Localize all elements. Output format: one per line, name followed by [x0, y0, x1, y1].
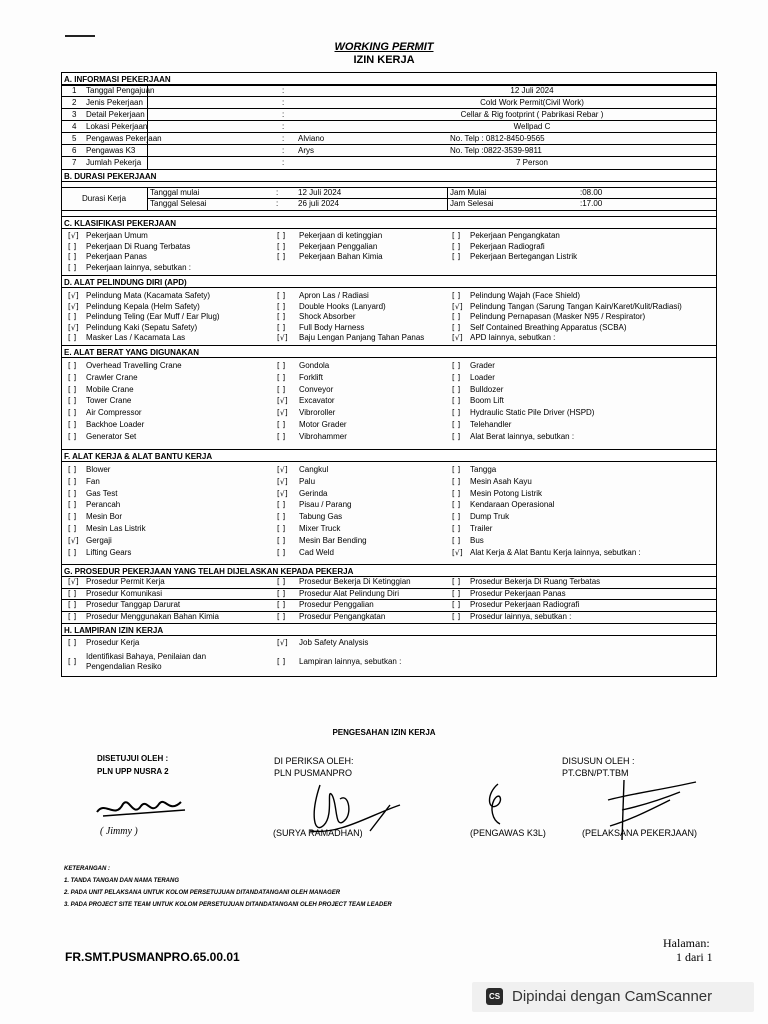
checkbox[interactable]: [√]	[452, 301, 463, 311]
row-number: 2	[72, 98, 77, 107]
option-label: Pelindung Mata (Kacamata Safety)	[86, 291, 211, 300]
field-label: Jumlah Pekerja	[86, 158, 142, 167]
option-row	[62, 536, 716, 548]
checkbox[interactable]: [ ]	[277, 291, 286, 300]
checkbox[interactable]: [ ]	[68, 384, 77, 394]
checkbox[interactable]: [ ]	[68, 408, 77, 418]
checkbox[interactable]: [√]	[277, 465, 288, 474]
checkbox[interactable]: [ ]	[68, 611, 77, 621]
field-value: No. Telp :0822-3539-9811	[450, 146, 542, 155]
notes-title: KETERANGAN :	[64, 866, 110, 872]
option-label: Pelindung Pernapasan (Masker N95 / Respirator)	[470, 312, 646, 321]
row-number: 7	[72, 158, 77, 167]
checkbox[interactable]: [ ]	[277, 577, 286, 586]
checkbox[interactable]: [ ]	[277, 547, 286, 557]
checkbox[interactable]: [ ]	[68, 372, 77, 382]
section-c-title: C. KLASIFIKASI PEKERJAAN	[62, 217, 716, 229]
checkbox[interactable]: [ ]	[68, 312, 77, 321]
option-label: Mesin Asah Kayu	[470, 476, 532, 486]
start-date-label: Tanggal mulai	[150, 188, 200, 197]
checkbox[interactable]: [ ]	[68, 588, 77, 598]
option-label: Pelindung Kepala (Helm Safety)	[86, 301, 200, 311]
field-value: Cellar & Rig footprint ( Pabrikasi Rebar )	[460, 110, 604, 119]
checkbox[interactable]: [ ]	[68, 657, 77, 666]
checkbox[interactable]: [ ]	[277, 657, 286, 666]
option-row	[62, 323, 716, 334]
option-label: Pisau / Parang	[299, 500, 352, 510]
checkbox[interactable]: [ ]	[68, 361, 77, 370]
field-value: No. Telp : 0812-8450-9565	[450, 134, 545, 143]
signature-surya	[290, 775, 410, 855]
checkbox[interactable]: [√]	[277, 638, 288, 647]
option-label: Telehandler	[470, 419, 512, 429]
option-label: Prosedur Tanggap Darurat	[86, 600, 181, 609]
field-label: Jenis Pekerjaan	[86, 98, 143, 107]
option-label: Mixer Truck	[299, 523, 341, 533]
option-label: Tabung Gas	[299, 512, 343, 522]
checkbox[interactable]: [ ]	[68, 333, 77, 342]
start-time-label: Jam Mulai	[450, 188, 487, 197]
checkbox[interactable]: [ ]	[452, 322, 461, 332]
separator: :	[282, 86, 285, 95]
checkbox[interactable]: [ ]	[277, 322, 286, 332]
checkbox[interactable]: [ ]	[277, 611, 286, 621]
option-label: Mesin Potong Listrik	[470, 488, 543, 498]
checkbox[interactable]: [ ]	[452, 476, 461, 486]
option-label: Pelindung Teling (Ear Muff / Ear Plug)	[86, 312, 220, 321]
option-label: Pelindung Wajah (Face Shield)	[470, 291, 580, 300]
checked-by-name: (SURYA RAMADHAN)	[273, 828, 363, 838]
checkbox[interactable]: [ ]	[452, 577, 461, 586]
start-time-value: :08.00	[580, 188, 603, 197]
checkbox[interactable]: [ ]	[277, 419, 286, 429]
checkbox[interactable]: [ ]	[277, 535, 286, 545]
option-row	[62, 373, 716, 385]
attachment-label: Identifikasi Bahaya, Penilaian dan	[86, 651, 207, 661]
info-row	[62, 86, 716, 97]
option-label: Bulldozer	[470, 384, 504, 394]
option-label: Trailer	[470, 523, 493, 533]
section-h-title: H. LAMPIRAN IZIN KERJA	[62, 624, 716, 636]
info-row	[62, 146, 716, 157]
option-label: Pelindung Kaki (Sepatu Safety)	[86, 322, 198, 332]
option-label: Apron Las / Radiasi	[299, 291, 369, 300]
checkbox[interactable]: [ ]	[277, 372, 286, 382]
separator: :	[282, 110, 285, 119]
checked-by-org: PLN PUSMANPRO	[274, 768, 353, 778]
row-number: 3	[72, 110, 77, 119]
checkbox[interactable]: [ ]	[68, 512, 77, 522]
option-label: Cad Weld	[299, 547, 334, 557]
row-number: 6	[72, 146, 77, 155]
option-label: Pekerjaan Penggalian	[299, 241, 378, 251]
checkbox[interactable]: [ ]	[277, 600, 286, 609]
start-date-value: 12 Juli 2024	[298, 188, 342, 197]
attachment-label: Lampiran lainnya, sebutkan :	[299, 657, 402, 666]
checkbox[interactable]: [ ]	[452, 512, 461, 522]
section-d	[62, 288, 716, 346]
option-row	[62, 242, 716, 253]
checkbox[interactable]: [√]	[68, 577, 79, 586]
checkbox[interactable]: [ ]	[452, 419, 461, 429]
signature-pelaksana	[600, 770, 710, 850]
option-label: Motor Grader	[299, 419, 347, 429]
checkbox[interactable]: [ ]	[452, 231, 461, 240]
exec-name: (PELAKSANA PEKERJAAN)	[582, 828, 698, 838]
attachment-label: Prosedur Kerja	[86, 638, 140, 647]
section-c	[62, 229, 716, 276]
note-item: 2. PADA UNIT PELAKSANA UNTUK KOLOM PERSETUJUAN DITANDATANGANI OLEH MANAGER	[64, 890, 341, 896]
option-label: Lifting Gears	[86, 547, 132, 557]
section-f	[62, 462, 716, 565]
info-row	[62, 134, 716, 145]
separator: :	[282, 98, 285, 107]
option-label: Double Hooks (Lanyard)	[299, 301, 386, 311]
option-row	[62, 589, 716, 601]
option-row	[62, 231, 716, 242]
checkbox[interactable]: [ ]	[68, 476, 77, 486]
approved-by-org: PLN UPP NUSRA 2	[97, 767, 169, 776]
section-g	[62, 577, 716, 624]
field-label: Lokasi Pekerjaan	[86, 122, 148, 131]
option-row	[62, 524, 716, 536]
option-label: Prosedur Pekerjaan Radiografi	[470, 600, 580, 609]
checkbox[interactable]: [ ]	[68, 500, 77, 510]
page-label: Halaman:	[663, 936, 710, 950]
field-label: Pengawas Pekerjaan	[86, 134, 162, 143]
option-label: Full Body Harness	[299, 322, 365, 332]
info-row	[62, 122, 716, 133]
separator: :	[282, 146, 285, 155]
section-d-title: D. ALAT PELINDUNG DIRI (APD)	[62, 276, 716, 288]
section-a	[62, 85, 716, 170]
option-label: Prosedur Permit Kerja	[86, 577, 165, 586]
checkbox[interactable]: [ ]	[452, 252, 461, 261]
camscanner-text: Dipindai dengan CamScanner	[512, 988, 713, 1005]
option-label: Cangkul	[299, 465, 329, 474]
duration-label: Durasi Kerja	[82, 194, 127, 203]
separator: :	[282, 158, 285, 167]
option-label: Prosedur lainnya, sebutkan :	[470, 611, 572, 621]
option-label: Mobile Crane	[86, 384, 134, 394]
option-label: Forklift	[299, 372, 323, 382]
checkbox[interactable]: [ ]	[277, 512, 286, 522]
option-row	[62, 489, 716, 501]
option-label: Prosedur Alat Pelindung Diri	[299, 588, 400, 598]
option-label: Gerinda	[299, 488, 328, 498]
k3l-name: (PENGAWAS K3L)	[470, 828, 546, 838]
option-row	[62, 612, 716, 624]
checkbox[interactable]: [ ]	[68, 523, 77, 533]
option-label: Baju Lengan Panjang Tahan Panas	[299, 333, 425, 342]
checkbox[interactable]: [ ]	[452, 408, 461, 418]
checkbox[interactable]: [√]	[277, 476, 288, 486]
prepared-by-org: PT.CBN/PT.TBM	[562, 768, 629, 778]
option-label: Alat Kerja & Alat Bantu Kerja lainnya, sebutkan :	[470, 547, 641, 557]
option-row	[62, 312, 716, 323]
option-label: Prosedur Bekerja Di Ketinggian	[299, 577, 411, 586]
checkbox[interactable]: [ ]	[68, 419, 77, 429]
option-label: Pekerjaan di ketinggian	[299, 231, 383, 240]
option-row	[62, 302, 716, 313]
option-label: Masker Las / Kacamata Las	[86, 333, 186, 342]
field-label: Tanggal Pengajuan	[86, 86, 155, 95]
checkbox[interactable]: [ ]	[452, 600, 461, 609]
section-b-title: B. DURASI PEKERJAAN	[62, 170, 716, 182]
info-row	[62, 110, 716, 121]
checkbox[interactable]: [ ]	[68, 262, 77, 272]
section-h	[62, 638, 716, 676]
option-label: Prosedur Pengangkatan	[299, 611, 386, 621]
document-title: WORKING PERMIT	[334, 41, 434, 53]
option-row	[62, 361, 716, 373]
checkbox[interactable]: [ ]	[277, 241, 286, 251]
info-row	[62, 98, 716, 109]
row-number: 5	[72, 134, 77, 143]
option-label: Prosedur Bekerja Di Ruang Terbatas	[470, 577, 601, 586]
option-label: Palu	[299, 476, 316, 486]
option-label: Generator Set	[86, 431, 137, 441]
option-row	[62, 465, 716, 477]
option-row	[62, 263, 716, 274]
document-subtitle: IZIN KERJA	[353, 54, 415, 66]
attachment-label-line2: Pengendalian Resiko	[86, 662, 162, 671]
option-label: Prosedur Komunikasi	[86, 588, 163, 598]
option-label: Gondola	[299, 361, 330, 370]
option-label: Dump Truk	[470, 512, 510, 522]
checkbox[interactable]: [ ]	[452, 500, 461, 510]
info-row	[62, 158, 716, 169]
checkbox[interactable]: [ ]	[452, 611, 461, 621]
checkbox[interactable]: [ ]	[277, 312, 286, 321]
option-label: Shock Absorber	[299, 312, 356, 321]
checkbox[interactable]: [ ]	[68, 431, 77, 441]
option-row	[62, 512, 716, 524]
checkbox[interactable]: [ ]	[68, 600, 77, 609]
checkbox[interactable]: [ ]	[452, 535, 461, 545]
option-row	[62, 333, 716, 344]
checkbox[interactable]: [ ]	[452, 431, 461, 441]
option-label: Prosedur Pekerjaan Panas	[470, 588, 566, 598]
approval-title: PENGESAHAN IZIN KERJA	[332, 728, 436, 737]
option-label: Boom Lift	[470, 396, 504, 406]
form-code: FR.SMT.PUSMANPRO.65.00.01	[65, 950, 240, 964]
checkbox[interactable]: [ ]	[68, 547, 77, 557]
checkbox[interactable]: [ ]	[68, 396, 77, 406]
option-label: Pekerjaan Umum	[86, 231, 148, 240]
option-label: Prosedur Penggalian	[299, 600, 374, 609]
option-label: Conveyor	[299, 384, 334, 394]
row-number: 1	[72, 86, 77, 95]
checkbox[interactable]: [ ]	[68, 241, 77, 251]
field-value: 7 Person	[515, 158, 549, 167]
end-date-label: Tanggal Selesai	[150, 199, 207, 208]
checkbox[interactable]: [√]	[277, 333, 288, 342]
section-b: Durasi Kerja Tanggal mulai : 12 Juli 2024 Tanggal Selesai : 26 juli 2024 Jam Mulai :08.00 Jam Selesai :17.00	[62, 182, 716, 217]
checkbox[interactable]: [ ]	[277, 301, 286, 311]
checkbox[interactable]: [√]	[68, 231, 79, 240]
attachment-label: Job Safety Analysis	[299, 638, 369, 647]
checkbox[interactable]: [ ]	[277, 231, 286, 240]
section-e	[62, 358, 716, 450]
option-label: Excavator	[299, 396, 335, 406]
option-label: Loader	[470, 372, 495, 382]
option-label: Overhead Travelling Crane	[86, 361, 182, 370]
option-label: Mesin Bar Bending	[299, 535, 367, 545]
checkbox[interactable]: [√]	[68, 322, 79, 332]
checkbox[interactable]: [√]	[277, 396, 288, 406]
checkbox[interactable]: [ ]	[452, 384, 461, 394]
option-label: Backhoe Loader	[86, 419, 145, 429]
checkbox[interactable]: [ ]	[452, 312, 461, 321]
checkbox[interactable]: [ ]	[452, 396, 461, 406]
checkbox[interactable]: [ ]	[277, 384, 286, 394]
option-label: Perancah	[86, 500, 121, 510]
section-g-title: G. PROSEDUR PEKERJAAN YANG TELAH DIJELASKAN KEPADA PEKERJA	[62, 565, 716, 577]
option-label: Blower	[86, 465, 111, 474]
option-row	[62, 408, 716, 420]
option-label: Hydraulic Static Pile Driver (HSPD)	[470, 408, 595, 418]
checkbox[interactable]: [ ]	[452, 372, 461, 382]
option-row	[62, 396, 716, 408]
checkbox[interactable]: [ ]	[452, 488, 461, 498]
camscanner-logo-icon: CS	[486, 988, 503, 1005]
option-row	[62, 432, 716, 444]
option-label: Bus	[470, 535, 484, 545]
option-label: Pelindung Tangan (Sarung Tangan Kain/Karet/Kulit/Radiasi)	[470, 301, 682, 311]
option-row	[62, 252, 716, 263]
field-value: Wellpad C	[513, 122, 551, 131]
option-label: Tower Crane	[86, 396, 132, 406]
option-row	[62, 548, 716, 560]
option-label: Tangga	[470, 465, 497, 474]
option-label: Pekerjaan Radiografi	[470, 241, 545, 251]
option-label: APD lainnya, sebutkan :	[470, 333, 556, 342]
option-label: Pekerjaan lainnya, sebutkan :	[86, 262, 191, 272]
field-name: Alviano	[298, 134, 325, 143]
option-label: Air Compressor	[86, 408, 142, 418]
page-value: 1 dari 1	[676, 950, 713, 964]
option-row	[62, 577, 716, 589]
section-f-title: F. ALAT KERJA & ALAT BANTU KERJA	[62, 450, 716, 462]
permit-form	[61, 72, 717, 677]
checkbox[interactable]: [ ]	[452, 588, 461, 598]
checkbox[interactable]: [ ]	[277, 361, 286, 370]
option-row	[62, 385, 716, 397]
option-label: Pekerjaan Di Ruang Terbatas	[86, 241, 191, 251]
end-date-value: 26 juli 2024	[298, 199, 339, 208]
approved-by-name: ( Jimmy )	[100, 826, 138, 837]
checkbox[interactable]: [√]	[68, 535, 79, 545]
row-number: 4	[72, 122, 77, 131]
checkbox[interactable]: [ ]	[68, 252, 77, 261]
option-label: Mesin Bor	[86, 512, 123, 522]
option-label: Mesin Las Listrik	[86, 523, 146, 533]
checked-by-label: DI PERIKSA OLEH:	[274, 756, 354, 766]
field-value: 12 Juli 2024	[510, 86, 554, 95]
separator: :	[282, 134, 285, 143]
option-row	[62, 600, 716, 612]
prepared-by-label: DISUSUN OLEH :	[562, 756, 635, 766]
field-value: Cold Work Permit(Civil Work)	[480, 98, 584, 107]
option-label: Alat Berat lainnya, sebutkan :	[470, 431, 575, 441]
checkbox[interactable]: [ ]	[277, 500, 286, 510]
option-label: Vibrohammer	[299, 431, 347, 441]
option-label: Gas Test	[86, 488, 118, 498]
checkbox[interactable]: [√]	[452, 547, 463, 557]
option-label: Self Contained Breathing Apparatus (SCBA)	[470, 322, 627, 332]
checkbox[interactable]: [ ]	[277, 523, 286, 533]
section-a-title: A. INFORMASI PEKERJAAN	[62, 73, 716, 85]
checkbox[interactable]: [ ]	[452, 361, 461, 370]
option-label: Prosedur Menggunakan Bahan Kimia	[86, 611, 219, 621]
note-item: 3. PADA PROJECT SITE TEAM UNTUK KOLOM PERSETUJUAN DITANDATANGANI OLEH PROJECT TEAM LEADER	[64, 902, 392, 908]
option-label: Kendaraan Operasional	[470, 500, 555, 510]
option-label: Pekerjaan Bertegangan Listrik	[470, 252, 578, 261]
option-row	[62, 500, 716, 512]
checkbox[interactable]: [√]	[277, 408, 288, 418]
checkbox[interactable]: [ ]	[277, 252, 286, 261]
section-e-title: E. ALAT BERAT YANG DIGUNAKAN	[62, 346, 716, 358]
option-label: Pekerjaan Bahan Kimia	[299, 252, 383, 261]
option-row	[62, 420, 716, 432]
checkbox[interactable]: [ ]	[452, 241, 461, 251]
scan-mark	[65, 35, 95, 37]
checkbox[interactable]: [ ]	[68, 465, 77, 474]
field-name: Arys	[298, 146, 314, 155]
checkbox[interactable]: [ ]	[452, 291, 461, 300]
checkbox[interactable]: [ ]	[68, 638, 77, 647]
end-time-value: :17.00	[580, 199, 603, 208]
option-label: Gergaji	[86, 535, 112, 545]
option-label: Fan	[86, 476, 100, 486]
checkbox[interactable]: [√]	[452, 333, 463, 342]
checkbox[interactable]: [ ]	[277, 431, 286, 441]
checkbox[interactable]: [√]	[68, 301, 79, 311]
approved-by-label: DISETUJUI OLEH :	[97, 754, 169, 763]
signature-k3l	[480, 780, 520, 830]
checkbox[interactable]: [√]	[68, 291, 79, 300]
option-label: Grader	[470, 361, 495, 370]
option-label: Pekerjaan Panas	[86, 252, 147, 261]
checkbox[interactable]: [ ]	[452, 465, 461, 474]
option-row	[62, 477, 716, 489]
checkbox[interactable]: [ ]	[452, 523, 461, 533]
note-item: 1. TANDA TANGAN DAN NAMA TERANG	[64, 878, 179, 884]
separator: :	[282, 122, 285, 131]
option-label: Crawler Crane	[86, 372, 138, 382]
option-label: Vibroroller	[299, 408, 336, 418]
checkbox[interactable]: [√]	[277, 488, 288, 498]
field-label: Detail Pekerjaan	[86, 110, 145, 119]
field-label: Pengawas K3	[86, 146, 136, 155]
checkbox[interactable]: [ ]	[277, 588, 286, 598]
checkbox[interactable]: [ ]	[68, 488, 77, 498]
end-time-label: Jam Selesai	[450, 199, 494, 208]
option-row	[62, 291, 716, 302]
option-label: Pekerjaan Pengangkatan	[470, 231, 560, 240]
